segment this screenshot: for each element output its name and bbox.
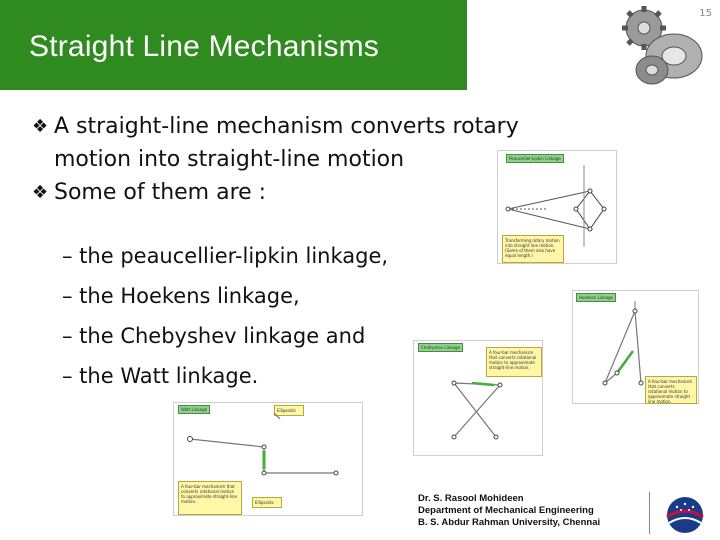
university: B. S. Abdur Rahman University, Chennai	[418, 517, 601, 528]
figure-note: Transforming rotary motion into straight line motion. (Some of them also have equal length.)	[502, 235, 564, 263]
linkage-item: – the Watt linkage.	[62, 364, 259, 388]
footer-divider	[649, 492, 650, 534]
figure-note: A four-bar mechanism that converts rotational motion to approximate straight-line motion.	[178, 481, 242, 515]
figure-note-top: Ellipsoids	[274, 405, 304, 416]
watt-diagram	[174, 403, 362, 515]
figure-note: A four-bar mechanism that converts rotational motion to approximate straight line motion.	[645, 376, 697, 404]
figure-note: A four-bar mechanism that converts rotational motion to approximate straight-line motion.	[486, 347, 542, 377]
peaucellier-figure	[497, 150, 617, 264]
diamond-bullet-icon: ❖	[32, 116, 49, 137]
figure-label: Chebyshev Linkage	[418, 343, 463, 352]
peaucellier-diagram	[498, 151, 616, 263]
page-number: 15	[699, 8, 712, 19]
gears-icon	[612, 4, 716, 94]
figure-label: Peaucellier-Lipkin Linkage	[506, 154, 564, 163]
hoekens-figure	[572, 290, 699, 404]
bullet-text: Some of them are :	[54, 180, 267, 205]
bullet-item	[32, 176, 519, 209]
diamond-bullet-icon: ❖	[32, 182, 49, 203]
bullet-text-continued: motion into straight-line motion	[54, 147, 405, 172]
slide-title: Straight Line Mechanisms	[29, 30, 379, 63]
chebyshev-figure	[413, 340, 543, 456]
linkage-item: – the Chebyshev linkage and	[62, 324, 366, 348]
figure-label: Watt Linkage	[178, 405, 210, 414]
linkage-item: – the peaucellier-lipkin linkage,	[62, 244, 389, 268]
university-logo-icon	[655, 495, 715, 535]
linkage-item: – the Hoekens linkage,	[62, 284, 300, 308]
watt-figure	[173, 402, 363, 516]
bullet-text: A straight-line mechanism converts rotary	[54, 114, 519, 139]
linkage-list	[62, 236, 388, 396]
author-footer	[418, 493, 600, 529]
chebyshev-diagram	[414, 341, 542, 455]
author-name: Dr. S. Rasool Mohideen	[418, 493, 524, 504]
title-bar	[0, 0, 467, 90]
bullet-item	[32, 110, 519, 143]
department: Department of Mechanical Engineering	[418, 505, 594, 516]
figure-note-bottom: Ellipsoids	[252, 497, 282, 508]
bullet-list	[32, 110, 519, 209]
figure-label: Hoekens Linkage	[576, 293, 616, 302]
hoekens-diagram	[573, 291, 698, 403]
